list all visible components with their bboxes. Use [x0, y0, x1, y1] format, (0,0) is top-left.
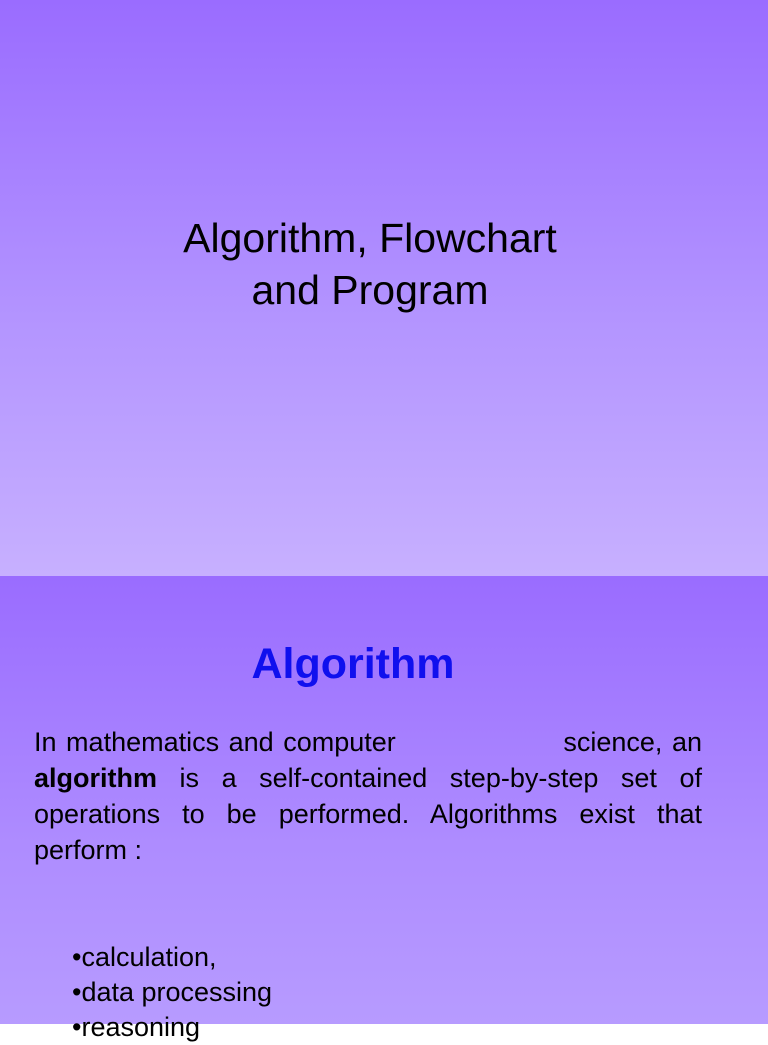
slide-title-line-2: and Program	[251, 267, 489, 313]
bullet-item	[72, 1010, 272, 1045]
definition-text-1: In mathematics and computer	[34, 727, 396, 757]
definition-text-3: an	[671, 727, 702, 757]
slide-title	[0, 212, 740, 316]
bullet-item	[72, 975, 272, 1010]
bullet-list	[72, 940, 272, 1045]
bullet-text: reasoning	[81, 1012, 201, 1042]
algorithm-slide	[0, 576, 768, 1042]
definition-bold-term: algorithm	[34, 763, 158, 793]
algorithm-definition	[34, 724, 702, 868]
bullet-text: data processing	[81, 977, 273, 1007]
algorithm-heading: Algorithm	[251, 640, 455, 688]
bullet-item	[72, 940, 272, 975]
bullet-text: calculation,	[81, 942, 217, 972]
slide-title-line-1: Algorithm, Flowchart	[183, 215, 557, 261]
definition-text-2: science,	[563, 727, 663, 757]
definition-text-4: is a self-contained step-by-step set of operations to be performed. Algorithms exist that perform :	[34, 763, 702, 865]
